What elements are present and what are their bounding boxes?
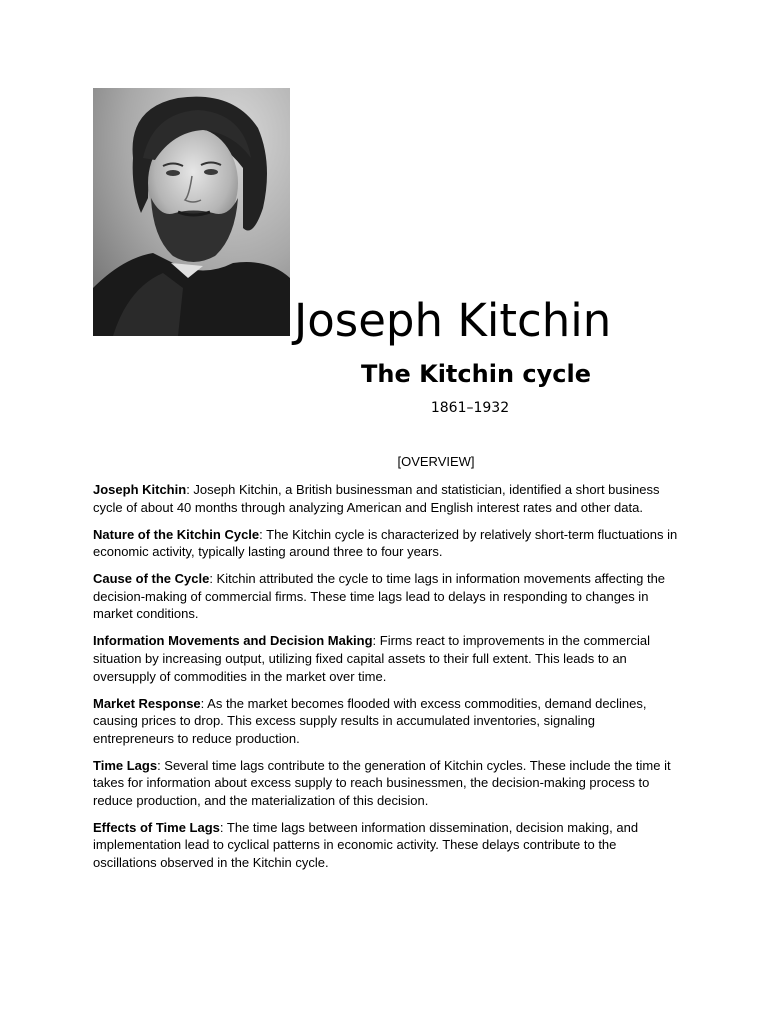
paragraph-term: Effects of Time Lags xyxy=(93,819,220,835)
paragraph-term: Market Response xyxy=(93,695,201,711)
paragraph-term: Nature of the Kitchin Cycle xyxy=(93,526,260,542)
paragraph-text: : Joseph Kitchin, a British businessman and statistician, identified a short business cycle of about 40 months through analyzing American and English interest rates and other data. xyxy=(93,482,660,515)
page-title: Joseph Kitchin xyxy=(294,294,612,347)
paragraph-effects-of-time-lags xyxy=(93,819,678,872)
paragraph-text: : Kitchin attributed the cycle to time lags in information movements affecting the decision-making of commercial firms. These time lags lead to delays in responding to changes in market conditions. xyxy=(93,571,666,622)
overview-label: [OVERVIEW] xyxy=(397,454,475,469)
portrait-photo xyxy=(93,88,290,336)
paragraph-term: Time Lags xyxy=(93,757,158,773)
paragraph-time-lags xyxy=(93,757,678,810)
paragraph-text: : The time lags between information dissemination, decision making, and implementation lead to cyclical patterns in economic activity. These delays contribute to the oscillations observed in the Kitchin cycle. xyxy=(93,819,639,871)
paragraph-term: Joseph Kitchin xyxy=(93,482,187,497)
paragraph-nature-of-cycle xyxy=(93,526,678,561)
page-subtitle: The Kitchin cycle xyxy=(361,360,591,388)
paragraph-cause-of-cycle xyxy=(93,570,678,623)
life-years: 1861–1932 xyxy=(430,400,510,416)
paragraph-text: : Several time lags contribute to the generation of Kitchin cycles. These include the time it takes for information about excess supply to reach businessmen, the decision-making process to reduce production, and the materialization of this decision. xyxy=(93,757,671,808)
document-body xyxy=(93,481,678,881)
paragraph-text: : As the market becomes flooded with excess commodities, demand declines, causing prices to drop. This excess supply results in accumulated inventories, signaling entrepreneurs to reduce production. xyxy=(93,695,647,746)
paragraph-joseph-kitchin xyxy=(93,481,678,516)
paragraph-text: : Firms react to improvements in the commercial situation by increasing output, utilizing fixed capital assets to their full extent. This leads to an oversupply of commodities in the market over time. xyxy=(93,633,650,684)
paragraph-term: Cause of the Cycle xyxy=(93,571,210,587)
paragraph-text: : The Kitchin cycle is characterized by relatively short-term fluctuations in economic activity, typically lasting around three to four years. xyxy=(93,526,678,560)
paragraph-term: Information Movements and Decision Making xyxy=(93,633,373,649)
paragraph-information-movements xyxy=(93,632,678,685)
paragraph-market-response xyxy=(93,695,678,748)
